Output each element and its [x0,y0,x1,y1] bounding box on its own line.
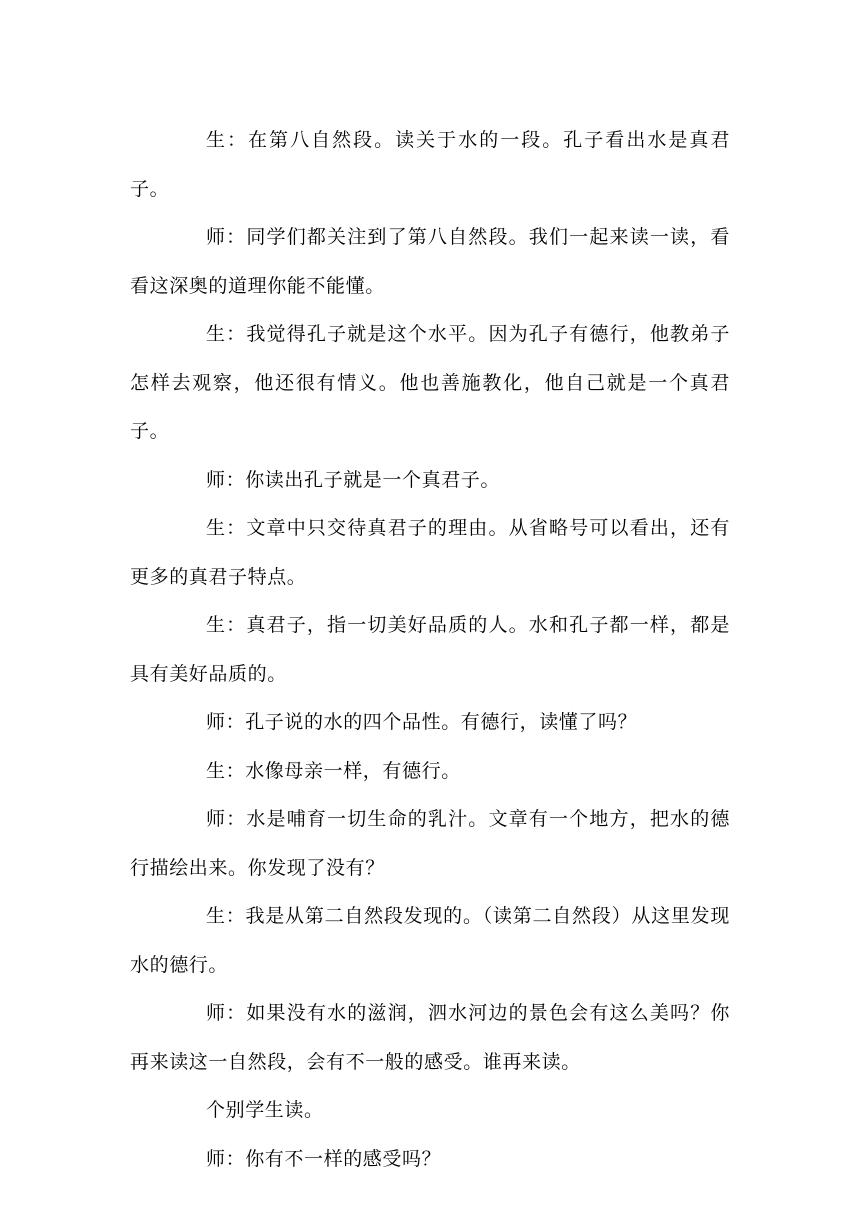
paragraph: 个别学生读。 [206,1099,324,1121]
paragraph: 生：水像母亲一样，有德行。 [206,759,461,782]
paragraph: 师：孔子说的水的四个品性。有德行，读懂了吗？ [206,711,638,733]
paragraph: 师：你有不一样的感受吗？ [206,1147,442,1170]
paragraph: 师：同学们都关注到了第八自然段。我们一起来读一读，看看这深奥的道理你能不能懂。 [130,226,730,297]
paragraph: 生：我觉得孔子就是这个水平。因为孔子有德行，他教弟子怎样去观察，他还很有情义。他也善施教化，他自己就是一个真君子。 [130,323,730,442]
paragraph: 师：水是哺育一切生命的乳汁。文章有一个地方，把水的德行描绘出来。你发现了没有？ [130,808,730,879]
document-body [130,116,730,1183]
paragraph: 生：真君子，指一切美好品质的人。水和孔子都一样，都是具有美好品质的。 [130,614,730,685]
paragraph: 师：你读出孔子就是一个真君子。 [206,468,501,491]
paragraph: 生：在第八自然段。读关于水的一段。孔子看出水是真君子。 [130,129,730,200]
paragraph: 师：如果没有水的滋润，泗水河边的景色会有这么美吗？你再来读这一自然段，会有不一般的感受。谁再来读。 [130,1002,730,1073]
paragraph: 生：我是从第二自然段发现的。（读第二自然段）从这里发现水的德行。 [130,905,730,976]
paragraph: 生：文章中只交待真君子的理由。从省略号可以看出，还有更多的真君子特点。 [130,517,730,588]
